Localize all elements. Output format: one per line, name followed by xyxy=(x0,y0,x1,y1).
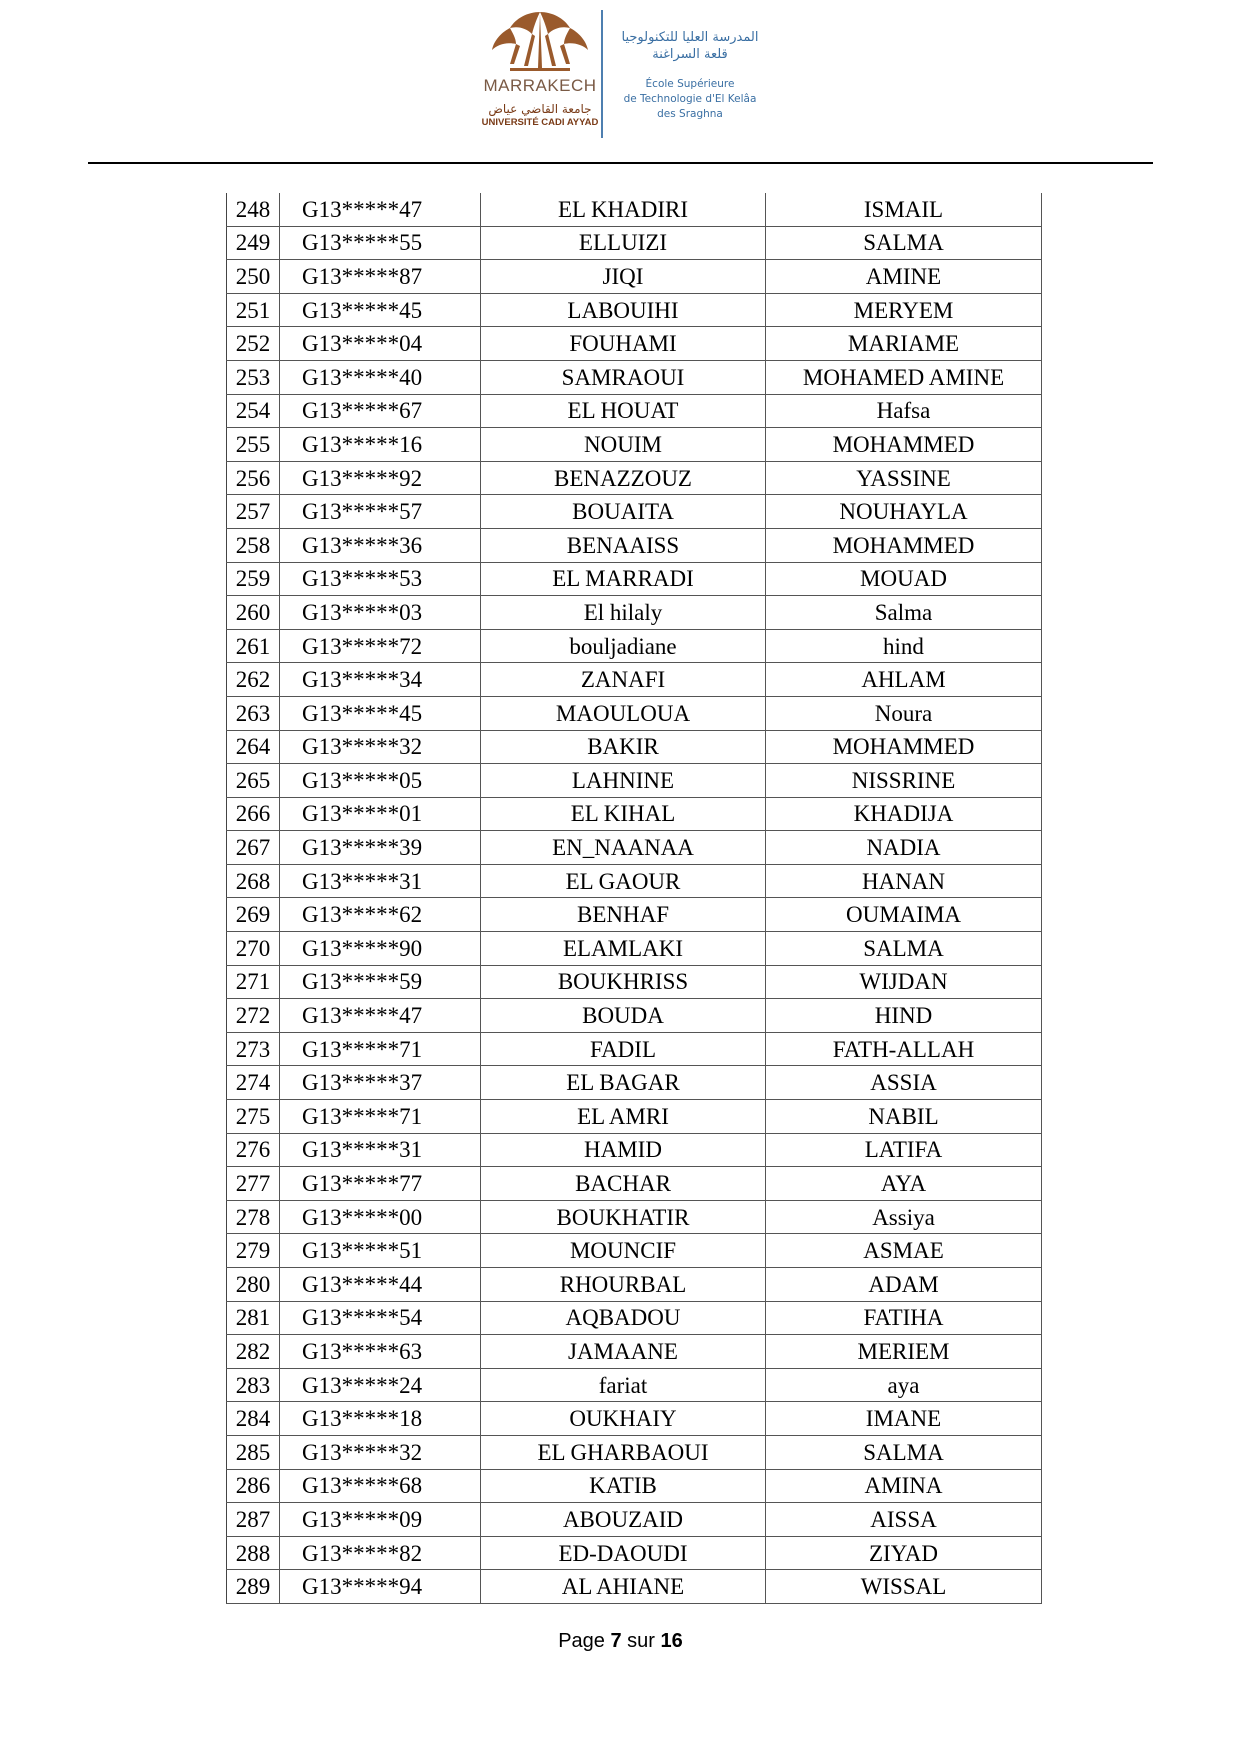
last-name-cell: EN_NAANAA xyxy=(481,831,766,865)
first-name-cell: LATIFA xyxy=(766,1133,1042,1167)
table-row xyxy=(227,562,1042,596)
total-pages-number: 16 xyxy=(660,1630,683,1652)
student-code-cell: G13*****82 xyxy=(280,1536,481,1570)
last-name-cell: ABOUZAID xyxy=(481,1503,766,1537)
row-number-cell: 254 xyxy=(227,394,280,428)
first-name-cell: NABIL xyxy=(766,1100,1042,1134)
row-number-cell: 287 xyxy=(227,1503,280,1537)
last-name-cell: LABOUIHI xyxy=(481,293,766,327)
student-code-cell: G13*****39 xyxy=(280,831,481,865)
last-name-cell: bouljadiane xyxy=(481,629,766,663)
row-number-cell: 264 xyxy=(227,730,280,764)
row-number-cell: 271 xyxy=(227,965,280,999)
student-code-cell: G13*****32 xyxy=(280,1435,481,1469)
row-number-cell: 279 xyxy=(227,1234,280,1268)
table-row xyxy=(227,394,1042,428)
last-name-cell: ZANAFI xyxy=(481,663,766,697)
table-row xyxy=(227,864,1042,898)
table-row xyxy=(227,1435,1042,1469)
student-code-cell: G13*****90 xyxy=(280,932,481,966)
first-name-cell: NISSRINE xyxy=(766,764,1042,798)
page-word: Page xyxy=(558,1630,605,1652)
table-row xyxy=(227,1066,1042,1100)
table-row xyxy=(227,1268,1042,1302)
last-name-cell: FADIL xyxy=(481,1032,766,1066)
table-row xyxy=(227,696,1042,730)
last-name-cell: EL MARRADI xyxy=(481,562,766,596)
table-row xyxy=(227,461,1042,495)
table-row xyxy=(227,193,1042,226)
last-name-cell: MAOULOUA xyxy=(481,696,766,730)
last-name-cell: BENHAF xyxy=(481,898,766,932)
row-number-cell: 288 xyxy=(227,1536,280,1570)
student-code-cell: G13*****59 xyxy=(280,965,481,999)
row-number-cell: 255 xyxy=(227,428,280,462)
table-row xyxy=(227,1301,1042,1335)
row-number-cell: 273 xyxy=(227,1032,280,1066)
student-code-cell: G13*****45 xyxy=(280,696,481,730)
first-name-cell: MERIEM xyxy=(766,1335,1042,1369)
table-row xyxy=(227,596,1042,630)
row-number-cell: 270 xyxy=(227,932,280,966)
student-code-cell: G13*****31 xyxy=(280,864,481,898)
first-name-cell: ASMAE xyxy=(766,1234,1042,1268)
palm-emblem-icon xyxy=(488,8,592,78)
first-name-cell: Salma xyxy=(766,596,1042,630)
first-name-cell: YASSINE xyxy=(766,461,1042,495)
first-name-cell: NADIA xyxy=(766,831,1042,865)
student-code-cell: G13*****34 xyxy=(280,663,481,697)
first-name-cell: Hafsa xyxy=(766,394,1042,428)
first-name-cell: MERYEM xyxy=(766,293,1042,327)
student-code-cell: G13*****16 xyxy=(280,428,481,462)
school-name-french-line3: des Sraghna xyxy=(657,108,723,120)
student-code-cell: G13*****68 xyxy=(280,1469,481,1503)
last-name-cell: RHOURBAL xyxy=(481,1268,766,1302)
student-code-cell: G13*****54 xyxy=(280,1301,481,1335)
page-header xyxy=(0,0,1241,165)
table-row xyxy=(227,327,1042,361)
header-divider xyxy=(601,10,603,138)
last-name-cell: El hilaly xyxy=(481,596,766,630)
row-number-cell: 249 xyxy=(227,226,280,260)
first-name-cell: WISSAL xyxy=(766,1570,1042,1604)
last-name-cell: JIQI xyxy=(481,260,766,294)
student-code-cell: G13*****09 xyxy=(280,1503,481,1537)
row-number-cell: 286 xyxy=(227,1469,280,1503)
school-name-french-line1: École Supérieure xyxy=(645,78,735,90)
row-number-cell: 276 xyxy=(227,1133,280,1167)
student-code-cell: G13*****55 xyxy=(280,226,481,260)
student-code-cell: G13*****04 xyxy=(280,327,481,361)
last-name-cell: FOUHAMI xyxy=(481,327,766,361)
table-row xyxy=(227,1469,1042,1503)
row-number-cell: 280 xyxy=(227,1268,280,1302)
last-name-cell: BAKIR xyxy=(481,730,766,764)
table-row xyxy=(227,1133,1042,1167)
student-code-cell: G13*****40 xyxy=(280,360,481,394)
row-number-cell: 262 xyxy=(227,663,280,697)
last-name-cell: fariat xyxy=(481,1368,766,1402)
school-name-arabic-line1: المدرسة العليا للتكنولوجيا xyxy=(621,30,759,45)
row-number-cell: 282 xyxy=(227,1335,280,1369)
student-code-cell: G13*****03 xyxy=(280,596,481,630)
table-row xyxy=(227,293,1042,327)
university-logo xyxy=(481,8,599,140)
last-name-cell: BENAAISS xyxy=(481,528,766,562)
student-code-cell: G13*****67 xyxy=(280,394,481,428)
university-name-french: UNIVERSITÉ CADI AYYAD xyxy=(481,117,599,128)
first-name-cell: IMANE xyxy=(766,1402,1042,1436)
first-name-cell: MOHAMMED xyxy=(766,428,1042,462)
student-code-cell: G13*****57 xyxy=(280,495,481,529)
table-row xyxy=(227,1335,1042,1369)
first-name-cell: HIND xyxy=(766,999,1042,1033)
row-number-cell: 266 xyxy=(227,797,280,831)
student-code-cell: G13*****77 xyxy=(280,1167,481,1201)
first-name-cell: AMINA xyxy=(766,1469,1042,1503)
header-rule xyxy=(88,162,1153,164)
last-name-cell: AL AHIANE xyxy=(481,1570,766,1604)
student-code-cell: G13*****71 xyxy=(280,1032,481,1066)
row-number-cell: 269 xyxy=(227,898,280,932)
first-name-cell: SALMA xyxy=(766,226,1042,260)
last-name-cell: ELLUIZI xyxy=(481,226,766,260)
last-name-cell: BOUKHATIR xyxy=(481,1200,766,1234)
school-name-arabic-line2: قلعة السراغنة xyxy=(652,47,728,62)
first-name-cell: WIJDAN xyxy=(766,965,1042,999)
first-name-cell: NOUHAYLA xyxy=(766,495,1042,529)
first-name-cell: ISMAIL xyxy=(766,193,1042,226)
student-code-cell: G13*****00 xyxy=(280,1200,481,1234)
table-row xyxy=(227,1200,1042,1234)
row-number-cell: 261 xyxy=(227,629,280,663)
student-code-cell: G13*****87 xyxy=(280,260,481,294)
first-name-cell: ZIYAD xyxy=(766,1536,1042,1570)
first-name-cell: Assiya xyxy=(766,1200,1042,1234)
student-code-cell: G13*****63 xyxy=(280,1335,481,1369)
student-code-cell: G13*****24 xyxy=(280,1368,481,1402)
student-code-cell: G13*****92 xyxy=(280,461,481,495)
first-name-cell: ADAM xyxy=(766,1268,1042,1302)
student-code-cell: G13*****44 xyxy=(280,1268,481,1302)
first-name-cell: AHLAM xyxy=(766,663,1042,697)
first-name-cell: FATIHA xyxy=(766,1301,1042,1335)
table-row xyxy=(227,360,1042,394)
table-row xyxy=(227,1570,1042,1604)
first-name-cell: SALMA xyxy=(766,1435,1042,1469)
first-name-cell: aya xyxy=(766,1368,1042,1402)
last-name-cell: MOUNCIF xyxy=(481,1234,766,1268)
student-code-cell: G13*****37 xyxy=(280,1066,481,1100)
last-name-cell: EL HOUAT xyxy=(481,394,766,428)
first-name-cell: AMINE xyxy=(766,260,1042,294)
first-name-cell: HANAN xyxy=(766,864,1042,898)
table-row xyxy=(227,495,1042,529)
last-name-cell: ELAMLAKI xyxy=(481,932,766,966)
row-number-cell: 260 xyxy=(227,596,280,630)
row-number-cell: 278 xyxy=(227,1200,280,1234)
first-name-cell: MOHAMED AMINE xyxy=(766,360,1042,394)
row-number-cell: 283 xyxy=(227,1368,280,1402)
first-name-cell: MOUAD xyxy=(766,562,1042,596)
student-code-cell: G13*****32 xyxy=(280,730,481,764)
row-number-cell: 267 xyxy=(227,831,280,865)
first-name-cell: MOHAMMED xyxy=(766,730,1042,764)
last-name-cell: JAMAANE xyxy=(481,1335,766,1369)
student-code-cell: G13*****47 xyxy=(280,193,481,226)
student-code-cell: G13*****72 xyxy=(280,629,481,663)
student-list-body xyxy=(227,193,1042,1603)
row-number-cell: 277 xyxy=(227,1167,280,1201)
row-number-cell: 256 xyxy=(227,461,280,495)
row-number-cell: 274 xyxy=(227,1066,280,1100)
table-row xyxy=(227,965,1042,999)
table-row xyxy=(227,629,1042,663)
row-number-cell: 253 xyxy=(227,360,280,394)
last-name-cell: LAHNINE xyxy=(481,764,766,798)
student-code-cell: G13*****47 xyxy=(280,999,481,1033)
first-name-cell: AISSA xyxy=(766,1503,1042,1537)
first-name-cell: FATH-ALLAH xyxy=(766,1032,1042,1066)
logo-city-text: MARRAKECH xyxy=(483,76,597,95)
last-name-cell: NOUIM xyxy=(481,428,766,462)
table-row xyxy=(227,260,1042,294)
table-row xyxy=(227,528,1042,562)
row-number-cell: 275 xyxy=(227,1100,280,1134)
last-name-cell: OUKHAIY xyxy=(481,1402,766,1436)
table-row xyxy=(227,730,1042,764)
table-row xyxy=(227,1032,1042,1066)
last-name-cell: ED-DAOUDI xyxy=(481,1536,766,1570)
first-name-cell: AYA xyxy=(766,1167,1042,1201)
student-code-cell: G13*****94 xyxy=(280,1570,481,1604)
first-name-cell: Noura xyxy=(766,696,1042,730)
table-row xyxy=(227,1100,1042,1134)
student-code-cell: G13*****36 xyxy=(280,528,481,562)
student-code-cell: G13*****71 xyxy=(280,1100,481,1134)
student-code-cell: G13*****51 xyxy=(280,1234,481,1268)
first-name-cell: hind xyxy=(766,629,1042,663)
row-number-cell: 259 xyxy=(227,562,280,596)
student-list-table xyxy=(226,193,1042,1604)
student-code-cell: G13*****45 xyxy=(280,293,481,327)
last-name-cell: EL GAOUR xyxy=(481,864,766,898)
table-row xyxy=(227,428,1042,462)
row-number-cell: 248 xyxy=(227,193,280,226)
table-row xyxy=(227,764,1042,798)
last-name-cell: EL KIHAL xyxy=(481,797,766,831)
last-name-cell: EL GHARBAOUI xyxy=(481,1435,766,1469)
last-name-cell: HAMID xyxy=(481,1133,766,1167)
row-number-cell: 250 xyxy=(227,260,280,294)
table-row xyxy=(227,898,1042,932)
row-number-cell: 284 xyxy=(227,1402,280,1436)
table-row xyxy=(227,663,1042,697)
first-name-cell: OUMAIMA xyxy=(766,898,1042,932)
table-row xyxy=(227,1402,1042,1436)
table-row xyxy=(227,831,1042,865)
table-row xyxy=(227,999,1042,1033)
school-name-block xyxy=(605,30,775,122)
row-number-cell: 263 xyxy=(227,696,280,730)
table-row xyxy=(227,797,1042,831)
last-name-cell: KATIB xyxy=(481,1469,766,1503)
school-name-french xyxy=(605,77,775,122)
last-name-cell: SAMRAOUI xyxy=(481,360,766,394)
table-row xyxy=(227,1234,1042,1268)
row-number-cell: 281 xyxy=(227,1301,280,1335)
first-name-cell: SALMA xyxy=(766,932,1042,966)
current-page-number: 7 xyxy=(610,1630,622,1652)
student-code-cell: G13*****31 xyxy=(280,1133,481,1167)
student-code-cell: G13*****62 xyxy=(280,898,481,932)
last-name-cell: EL KHADIRI xyxy=(481,193,766,226)
school-name-french-line2: de Technologie d'El Kelâa xyxy=(623,93,757,105)
student-code-cell: G13*****01 xyxy=(280,797,481,831)
last-name-cell: BOUAITA xyxy=(481,495,766,529)
table-row xyxy=(227,1503,1042,1537)
first-name-cell: MARIAME xyxy=(766,327,1042,361)
row-number-cell: 285 xyxy=(227,1435,280,1469)
student-code-cell: G13*****05 xyxy=(280,764,481,798)
first-name-cell: ASSIA xyxy=(766,1066,1042,1100)
student-code-cell: G13*****18 xyxy=(280,1402,481,1436)
row-number-cell: 272 xyxy=(227,999,280,1033)
row-number-cell: 252 xyxy=(227,327,280,361)
row-number-cell: 265 xyxy=(227,764,280,798)
row-number-cell: 258 xyxy=(227,528,280,562)
university-name-arabic: جامعة القاضي عياض xyxy=(488,102,592,116)
last-name-cell: EL BAGAR xyxy=(481,1066,766,1100)
row-number-cell: 251 xyxy=(227,293,280,327)
table-row xyxy=(227,1368,1042,1402)
first-name-cell: MOHAMMED xyxy=(766,528,1042,562)
table-row xyxy=(227,932,1042,966)
table-row xyxy=(227,1536,1042,1570)
page-footer xyxy=(0,1630,1241,1653)
row-number-cell: 257 xyxy=(227,495,280,529)
last-name-cell: BOUDA xyxy=(481,999,766,1033)
last-name-cell: AQBADOU xyxy=(481,1301,766,1335)
row-number-cell: 268 xyxy=(227,864,280,898)
table-row xyxy=(227,1167,1042,1201)
student-code-cell: G13*****53 xyxy=(280,562,481,596)
last-name-cell: BACHAR xyxy=(481,1167,766,1201)
row-number-cell: 289 xyxy=(227,1570,280,1604)
table-row xyxy=(227,226,1042,260)
last-name-cell: EL AMRI xyxy=(481,1100,766,1134)
last-name-cell: BENAZZOUZ xyxy=(481,461,766,495)
sur-word: sur xyxy=(627,1630,655,1652)
first-name-cell: KHADIJA xyxy=(766,797,1042,831)
last-name-cell: BOUKHRISS xyxy=(481,965,766,999)
